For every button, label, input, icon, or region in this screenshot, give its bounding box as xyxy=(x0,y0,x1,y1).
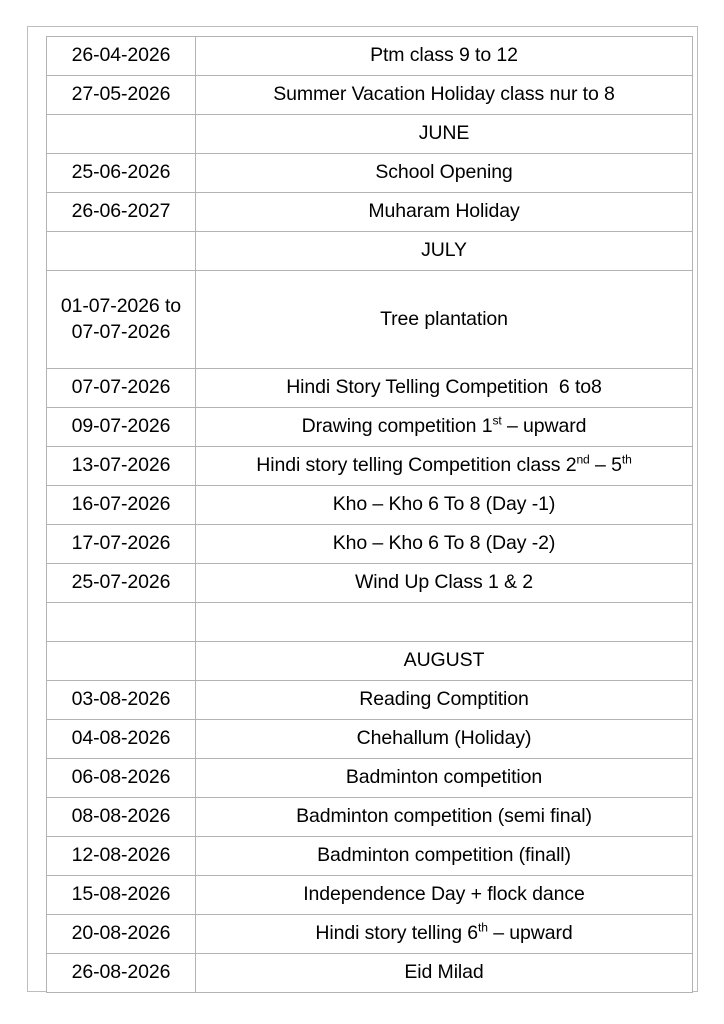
table-row xyxy=(47,603,693,642)
event-cell: Hindi Story Telling Competition 6 to8 xyxy=(196,369,693,408)
event-cell xyxy=(196,447,693,486)
table-row xyxy=(47,720,693,759)
date-cell: 15-08-2026 xyxy=(47,876,196,915)
table-row xyxy=(47,193,693,232)
date-cell: 06-08-2026 xyxy=(47,759,196,798)
event-cell: Ptm class 9 to 12 xyxy=(196,37,693,76)
table-row xyxy=(47,525,693,564)
event-cell: Wind Up Class 1 & 2 xyxy=(196,564,693,603)
date-cell: 17-07-2026 xyxy=(47,525,196,564)
empty-cell xyxy=(196,603,693,642)
date-cell: 09-07-2026 xyxy=(47,408,196,447)
event-cell: Badminton competition xyxy=(196,759,693,798)
date-cell xyxy=(47,115,196,154)
date-cell: 16-07-2026 xyxy=(47,486,196,525)
ordinal-suffix: th xyxy=(478,920,488,935)
event-cell: Muharam Holiday xyxy=(196,193,693,232)
event-text: Drawing competition 1 xyxy=(301,415,493,438)
ordinal-suffix: st xyxy=(492,413,502,428)
date-cell: 13-07-2026 xyxy=(47,447,196,486)
event-cell xyxy=(196,915,693,954)
event-calendar-table xyxy=(46,36,693,993)
event-cell: Reading Comptition xyxy=(196,681,693,720)
table-row xyxy=(47,954,693,993)
table-row xyxy=(47,76,693,115)
event-cell: Eid Milad xyxy=(196,954,693,993)
event-text: Hindi story telling Competition class 2 xyxy=(256,454,577,477)
table-row xyxy=(47,271,693,369)
date-cell: 26-04-2026 xyxy=(47,37,196,76)
event-cell: Badminton competition (finall) xyxy=(196,837,693,876)
page-sheet xyxy=(27,26,698,992)
date-cell: 26-08-2026 xyxy=(47,954,196,993)
date-cell: 25-07-2026 xyxy=(47,564,196,603)
event-cell: Badminton competition (semi final) xyxy=(196,798,693,837)
table-row xyxy=(47,564,693,603)
table-row xyxy=(47,115,693,154)
table-row xyxy=(47,408,693,447)
event-text: Hindi story telling 6 xyxy=(315,922,479,945)
date-cell: 07-07-2026 xyxy=(47,369,196,408)
event-cell: Chehallum (Holiday) xyxy=(196,720,693,759)
date-cell: 27-05-2026 xyxy=(47,76,196,115)
date-cell xyxy=(47,603,196,642)
ordinal-suffix: nd xyxy=(576,452,590,467)
table-row xyxy=(47,915,693,954)
month-header-cell: AUGUST xyxy=(196,642,693,681)
table-row xyxy=(47,447,693,486)
table-row xyxy=(47,154,693,193)
event-cell: School Opening xyxy=(196,154,693,193)
table-row xyxy=(47,798,693,837)
date-cell: 08-08-2026 xyxy=(47,798,196,837)
date-cell: 12-08-2026 xyxy=(47,837,196,876)
table-row xyxy=(47,876,693,915)
event-cell: Summer Vacation Holiday class nur to 8 xyxy=(196,76,693,115)
table-row xyxy=(47,642,693,681)
table-row xyxy=(47,681,693,720)
event-calendar-body xyxy=(47,37,693,993)
ordinal-suffix-2: th xyxy=(621,452,632,467)
date-cell: 25-06-2026 xyxy=(47,154,196,193)
table-row xyxy=(47,37,693,76)
event-cell xyxy=(196,408,693,447)
event-cell: Kho – Kho 6 To 8 (Day -2) xyxy=(196,525,693,564)
month-header-cell: JUNE xyxy=(196,115,693,154)
date-cell: 01-07-2026 to 07-07-2026 xyxy=(47,271,196,369)
event-text-tail: – upward xyxy=(487,922,573,945)
month-header-cell: JULY xyxy=(196,232,693,271)
table-row xyxy=(47,837,693,876)
date-cell: 04-08-2026 xyxy=(47,720,196,759)
event-cell: Independence Day + flock dance xyxy=(196,876,693,915)
date-cell: 03-08-2026 xyxy=(47,681,196,720)
event-text-tail: – upward xyxy=(501,415,587,438)
event-text-middle: – 5 xyxy=(589,454,622,477)
date-cell xyxy=(47,642,196,681)
table-row xyxy=(47,232,693,271)
table-row xyxy=(47,486,693,525)
table-row xyxy=(47,759,693,798)
event-cell: Kho – Kho 6 To 8 (Day -1) xyxy=(196,486,693,525)
date-cell: 26-06-2027 xyxy=(47,193,196,232)
date-cell: 20-08-2026 xyxy=(47,915,196,954)
table-row xyxy=(47,369,693,408)
event-cell: Tree plantation xyxy=(196,271,693,369)
date-cell xyxy=(47,232,196,271)
